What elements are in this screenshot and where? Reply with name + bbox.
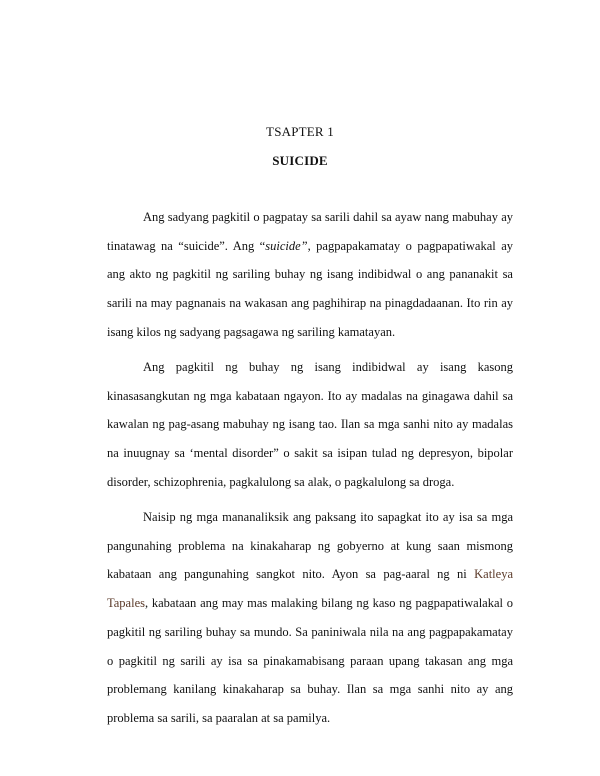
paragraph-1 [107,203,513,347]
paragraph-1-text-a: Ang sadyang pagkitil o pagpatay sa sarili dahil sa ayaw nang mabuhay ay tinatawag na “suicide”. Ang “ [107,210,513,253]
paragraph-3-text-b: , kabataan ang may mas malaking bilang ng kaso ng pagpapatiwalakal o pagkitil ng sariling buhay sa mundo. Sa paniniwala nila na ang pagpapakamatay o pagkitil ng sarili ay isa sa pinakamabisang paraan upang takasan ang mga problemang kanilang kinakaharap sa buhay. Ilan sa mga sanhi nito ay ang problema sa sarili, sa paaralan at sa pamilya. [107,596,513,725]
chapter-label: TSAPTER 1 [266,124,334,139]
paragraph-2: Ang pagkitil ng buhay ng isang indibidwal ay isang kasong kinasasangkutan ng mga kabataan ngayon. Ito ay madalas na ginagawa dahil sa kawalan ng pag-asang mabuhay ng isang tao. Ilan sa mga sanhi nito ay madalas na inuugnay sa ‘mental disorder” o sakit sa isipan tulad ng depresyon, bipolar disorder, schizophrenia, pagkalulong sa alak, o pagkalulong sa droga. [107,360,513,489]
body-text [107,203,513,733]
chapter-title: SUICIDE [272,153,328,168]
paragraph-1-emphasis: suicide” [265,238,308,253]
paragraph-3-text-a: Naisip ng mga mananaliksik ang paksang ito sapagkat ito ay isa sa mga pangunahing problema na kinakaharap ng gobyerno at kung saan mismong kabataan ang pangunahing sangkot nito. Ayon sa pag-aaral ng ni [107,510,513,582]
author-name: Katleya Tapales [107,567,513,611]
paragraph-3 [107,503,513,733]
paragraph-1-text-b: , pagpapakamatay o pagpapatiwakal ay ang akto ng pagkitil ng sariling buhay ng isang indibidwal o ang pananakit sa sarili na may pagnanais na wakasan ang paghihirap na pinagdadaanan. Ito rin ay isang kilos ng sadyang pagsagawa ng sariling kamatayan. [107,238,514,339]
